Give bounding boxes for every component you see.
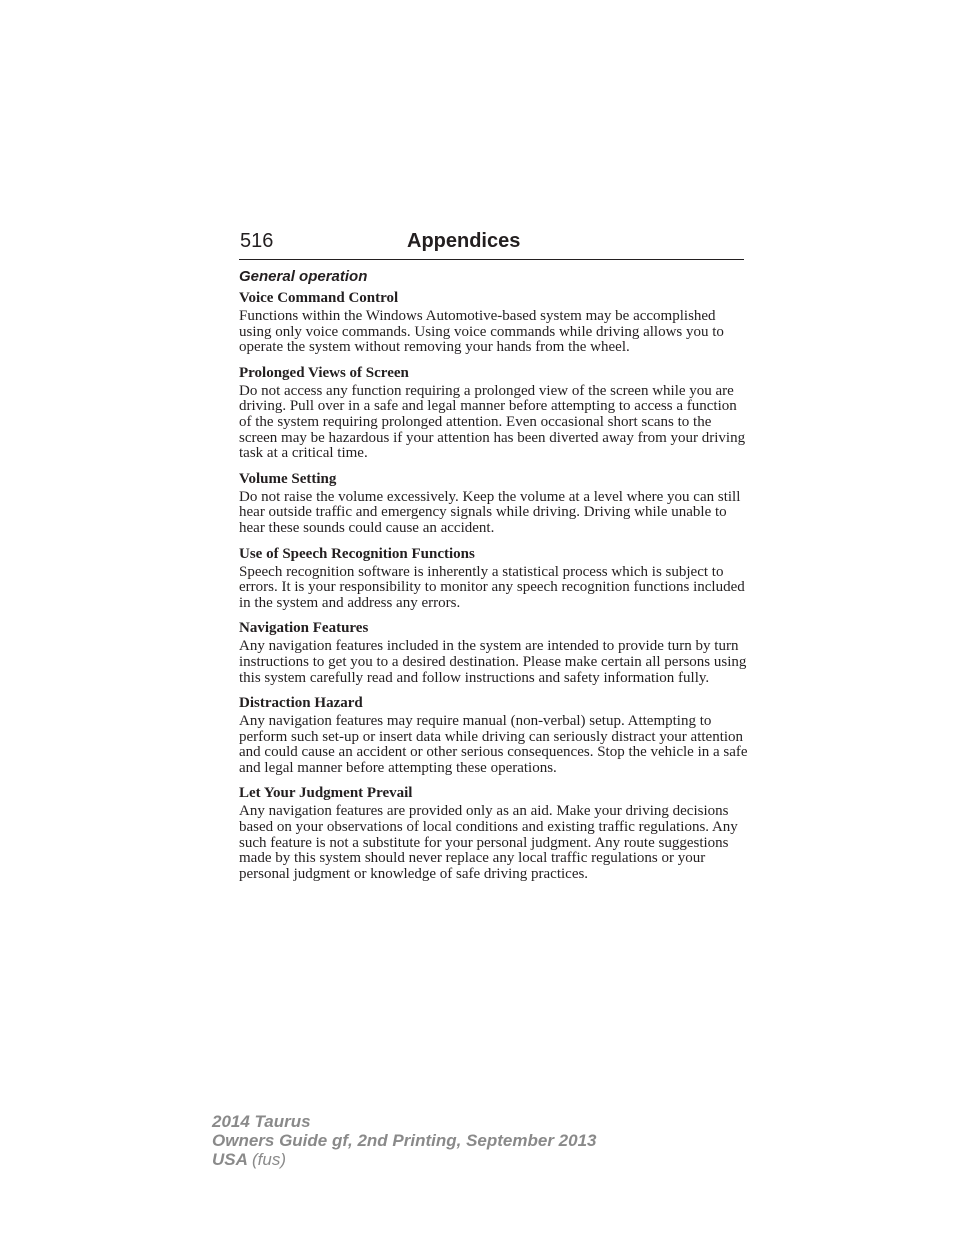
footer-printing-line: Owners Guide gf, 2nd Printing, September 2013 <box>212 1131 597 1150</box>
block-heading: Voice Command Control <box>239 290 399 306</box>
judgment-prevail-block <box>239 783 749 882</box>
footer-region: USA <box>212 1150 248 1169</box>
block-text: Any navigation features may require manual (non-verbal) setup. Attempting to perform such set-up or insert data while driving can seriously distract your attention and could cause an accident or other serious consequences. Stop the vehicle in a safe and legal manner before attempting these operations. <box>239 713 748 776</box>
page-title: Appendices <box>407 230 521 252</box>
block-heading: Distraction Hazard <box>239 695 363 712</box>
block-heading: Navigation Features <box>239 620 369 637</box>
block-heading: Let Your Judgment Prevail <box>239 785 413 802</box>
navigation-features-block <box>239 618 749 686</box>
block-text: Any navigation features included in the system are intended to provide turn by turn instructions to get you to a desired destination. Please make certain all persons using this system carefully read and follow instructions and safety information fully. <box>239 638 747 686</box>
section-heading: General operation <box>239 268 368 285</box>
footer-model-line: 2014 Taurus <box>212 1112 311 1131</box>
page-footer <box>212 1112 596 1169</box>
block-heading: Volume Setting <box>239 470 337 487</box>
block-heading: Prolonged Views of Screen <box>239 364 409 381</box>
voice-command-control-block <box>239 288 749 356</box>
block-text: Do not raise the volume excessively. Keep the volume at a level where you can still hear outside traffic and emergency signals while driving. Driving while unable to hear these sounds could cause an accident. <box>239 488 741 536</box>
footer-region-line <box>212 1150 596 1169</box>
block-text: Speech recognition software is inherently a statistical process which is subject to errors. It is your responsibility to monitor any speech recognition functions included in the system and address any errors. <box>239 563 745 611</box>
page-number: 516 <box>240 230 274 252</box>
block-text: Functions within the Windows Automotive-based system may be accomplished using only voice commands. Using voice commands while driving allows you to operate the system without removing your hands from the wheel. <box>239 308 724 356</box>
page-header <box>239 229 744 260</box>
speech-recognition-block <box>239 544 749 612</box>
block-text: Any navigation features are provided only as an aid. Make your driving decisions based on your observations of local conditions and existing traffic regulations. Any such feature is not a substitute for your personal judgment. Any route suggestions made by this system should never replace any local traffic regulations or your personal judgment or knowledge of safe driving practices. <box>239 803 738 882</box>
footer-region-code: (fus) <box>252 1150 286 1169</box>
block-text: Do not access any function requiring a prolonged view of the screen while you are driving. Pull over in a safe and legal manner before attempting to access a function of the system requiring prolonged attention. Even occasional short scans to the screen may be hazardous if your attention has been diverted away from your driving task at a critical time. <box>239 382 746 462</box>
volume-setting-block <box>239 469 749 537</box>
prolonged-views-block <box>239 363 749 462</box>
page-content <box>239 267 749 889</box>
distraction-hazard-block <box>239 693 749 776</box>
block-heading: Use of Speech Recognition Functions <box>239 545 475 562</box>
